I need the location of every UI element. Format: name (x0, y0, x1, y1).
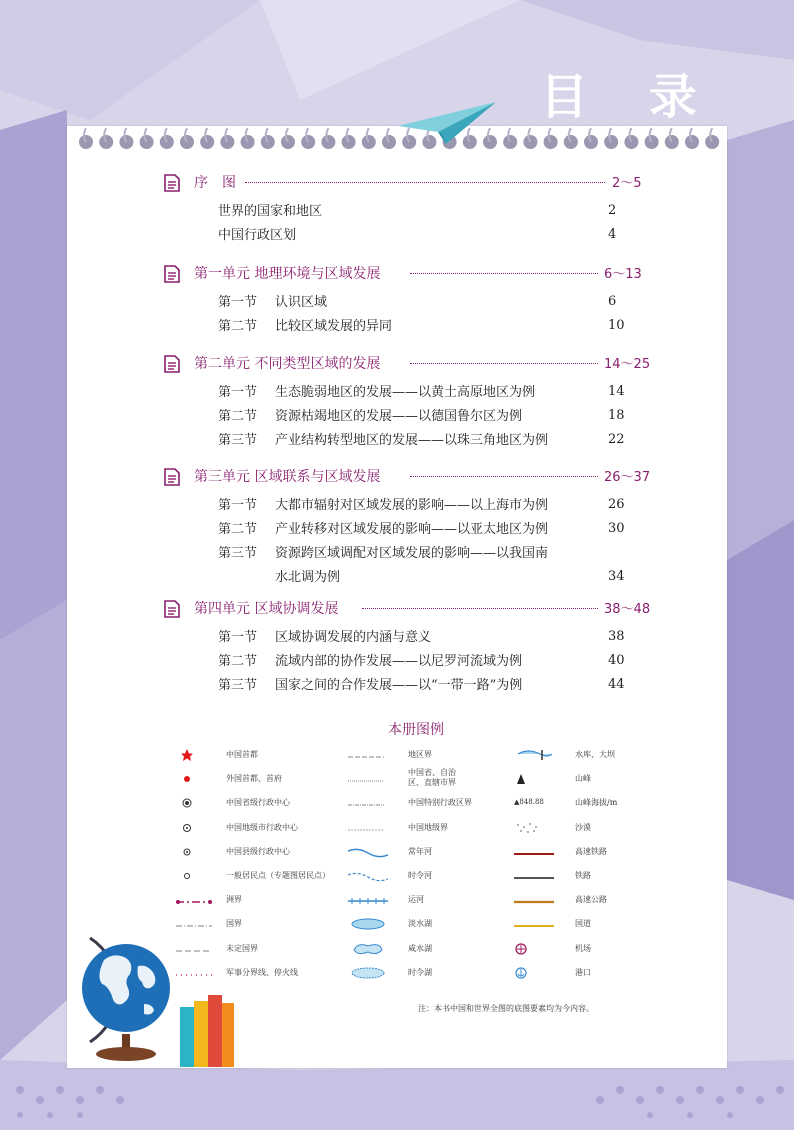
unit-title: 第三单元 区域联系与区域发展 (194, 469, 381, 485)
line-icon (348, 747, 384, 766)
legend-label: 中国省级行政中心 (226, 798, 290, 808)
section-title[interactable]: 产业转移对区域发展的影响——以亚太地区为例 (275, 522, 549, 537)
section-title[interactable]: 生态脆弱地区的发展——以黄土高原地区为例 (275, 385, 536, 400)
unit-page-range: 2～5 (612, 176, 642, 191)
dot-leader (410, 273, 598, 274)
section-page: 14 (608, 384, 625, 399)
line-icon (514, 892, 554, 911)
line-icon (514, 844, 554, 863)
reservoir-icon (514, 747, 554, 766)
canal-icon (348, 892, 388, 911)
line-icon (176, 892, 212, 911)
section-page: 2 (608, 203, 617, 218)
legend-label: 咸水湖 (408, 943, 432, 953)
section-title[interactable]: 国家之间的合作发展——以“一带一路”为例 (275, 678, 523, 693)
desert-icon (514, 820, 544, 839)
legend-title: 本册图例 (388, 722, 444, 738)
legend-label: 外国首都、首府 (226, 774, 282, 784)
legend-label: 中国省、自治区、直辖市界 (408, 768, 456, 788)
section-title[interactable]: 中国行政区划 (218, 228, 297, 243)
line-icon (348, 795, 384, 814)
section-label: 第二节 (218, 522, 258, 537)
unit-title: 第四单元 区域协调发展 (194, 601, 339, 617)
legend-label: 运河 (408, 895, 424, 905)
dot-icon (180, 771, 194, 790)
section-label: 第三节 (218, 546, 258, 561)
legend-label: 港口 (575, 967, 591, 977)
legend-label: 国界 (226, 919, 242, 929)
section-label: 第一节 (218, 630, 258, 645)
section-page: 6 (608, 294, 617, 309)
document-icon (164, 600, 180, 622)
document-icon (164, 174, 180, 196)
legend-label: 中国县级行政中心 (226, 846, 290, 856)
circle-dot-icon (180, 844, 194, 863)
legend-label: 军事分界线、停火线 (226, 967, 298, 977)
river-icon (348, 868, 388, 887)
unit-title: 第一单元 地理环境与区域发展 (194, 266, 381, 282)
section-label: 第一节 (218, 295, 258, 310)
unit-page-range: 6～13 (604, 267, 642, 282)
dot-leader (245, 182, 605, 183)
unit-page-range: 26～37 (604, 470, 651, 485)
unit-page-range: 38～48 (604, 602, 651, 617)
section-title-continued[interactable]: 水北调为例 (275, 570, 341, 585)
document-icon (164, 468, 180, 490)
dot-leader (410, 476, 598, 477)
section-page: 40 (608, 653, 625, 668)
lake-icon (348, 965, 388, 984)
paper-plane-icon (398, 98, 498, 148)
circle-dot-icon (180, 795, 194, 814)
legend-label: 山峰海拔/m (575, 798, 618, 808)
section-label: 第二节 (218, 654, 258, 669)
line-icon (514, 916, 554, 935)
legend-label: 中国特别行政区界 (408, 798, 472, 808)
river-icon (348, 844, 388, 863)
legend-label: 机场 (575, 943, 591, 953)
section-title[interactable]: 资源枯竭地区的发展——以德国鲁尔区为例 (275, 409, 523, 424)
lake-icon (348, 941, 388, 960)
legend-label: 水库、大坝 (575, 750, 615, 759)
section-title[interactable]: 流域内部的协作发展——以尼罗河流域为例 (275, 654, 523, 669)
section-title[interactable]: 资源跨区域调配对区域发展的影响——以我国南 (275, 546, 549, 561)
section-label: 第一节 (218, 498, 258, 513)
unit-page-range: 14～25 (604, 357, 651, 372)
section-label: 第三节 (218, 433, 258, 448)
section-page: 38 (608, 629, 625, 644)
legend-label: 未定国界 (226, 943, 258, 953)
legend-label: 沙漠 (575, 822, 591, 832)
legend-label: 山峰 (575, 774, 591, 784)
circle-icon (180, 868, 194, 887)
books-icon (180, 995, 240, 1070)
legend-label: 中国首都 (226, 750, 258, 759)
legend-note: 注：本书中国和世界全图的底图要素均为今内容。 (418, 1004, 594, 1013)
legend-label: 中国地级市行政中心 (226, 822, 298, 832)
section-page: 22 (608, 432, 625, 447)
section-title[interactable]: 区域协调发展的内涵与意义 (275, 630, 432, 645)
elevation-label: ▲848.88 (514, 798, 544, 807)
peak-icon (514, 771, 528, 790)
legend-label: 时令河 (408, 871, 432, 880)
section-title[interactable]: 认识区域 (275, 295, 328, 310)
line-icon (514, 868, 554, 887)
section-label: 第三节 (218, 678, 258, 693)
section-page: 30 (608, 521, 625, 536)
legend-label: 洲界 (226, 895, 242, 905)
star-icon (180, 747, 194, 766)
dot-leader (362, 608, 598, 609)
section-title[interactable]: 比较区域发展的异同 (275, 319, 393, 334)
section-title[interactable]: 产业结构转型地区的发展——以珠三角地区为例 (275, 433, 549, 448)
section-page: 34 (608, 569, 625, 584)
page-title: 目 录 (540, 69, 719, 125)
document-icon (164, 355, 180, 377)
section-page: 4 (608, 227, 617, 242)
section-page: 26 (608, 497, 625, 512)
section-label: 第二节 (218, 409, 258, 424)
legend-label: 中国地级界 (408, 822, 448, 832)
legend-label: 一般居民点（专题图居民点） (226, 871, 330, 880)
document-icon (164, 265, 180, 287)
legend-label: 时令湖 (408, 967, 432, 977)
legend-label: 国道 (575, 919, 591, 929)
line-icon (348, 820, 384, 839)
section-page: 10 (608, 318, 625, 333)
section-title[interactable]: 世界的国家和地区 (218, 204, 323, 219)
legend-label: 高速公路 (575, 895, 607, 905)
line-icon (348, 771, 384, 790)
legend-label: 高速铁路 (575, 846, 607, 856)
section-page: 44 (608, 677, 625, 692)
dot-leader (410, 363, 598, 364)
unit-title: 序 图 (194, 175, 236, 191)
circle-dot-icon (180, 820, 194, 839)
legend-label: 地区界 (408, 750, 432, 759)
legend-label: 淡水湖 (408, 919, 432, 929)
airport-icon (514, 941, 528, 960)
section-title[interactable]: 大都市辐射对区域发展的影响——以上海市为例 (275, 498, 549, 513)
section-page: 18 (608, 408, 625, 423)
lake-icon (348, 916, 388, 935)
globe-icon (74, 930, 184, 1070)
legend-label: 铁路 (575, 871, 591, 880)
unit-title: 第二单元 不同类型区域的发展 (194, 356, 381, 372)
section-label: 第二节 (218, 319, 258, 334)
port-icon (514, 965, 528, 984)
section-label: 第一节 (218, 385, 258, 400)
legend-label: 常年河 (408, 846, 432, 856)
